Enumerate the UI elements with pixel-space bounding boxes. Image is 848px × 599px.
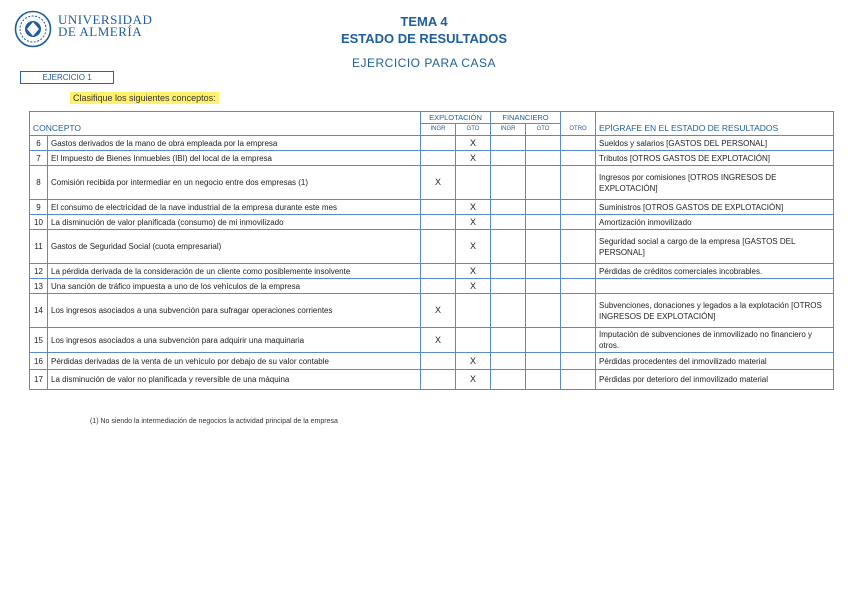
header-financiero: FINANCIERO: [491, 112, 561, 124]
row-otro: [561, 151, 596, 166]
tema-heading: TEMA 4: [400, 14, 448, 29]
row-exp-ingr: [421, 264, 456, 279]
row-otro: [561, 370, 596, 390]
row-epigrafe: Tributos [OTROS GASTOS DE EXPLOTACIÓN]: [596, 151, 834, 166]
row-fin-gto: [526, 151, 561, 166]
row-concepto: Los ingresos asociados a una subvención para sufragar operaciones corrientes: [48, 294, 421, 328]
table-row: [30, 294, 834, 328]
row-exp-ingr: [421, 279, 456, 294]
row-fin-gto: [526, 215, 561, 230]
row-exp-gto: X: [456, 151, 491, 166]
footnote: (1) No siendo la intermediación de negocios la actividad principal de la empresa: [90, 418, 338, 425]
row-fin-ingr: [491, 353, 526, 370]
row-fin-ingr: [491, 230, 526, 264]
row-number: 8: [30, 166, 48, 200]
row-exp-gto: [456, 294, 491, 328]
row-concepto: Una sanción de tráfico impuesta a uno de los vehículos de la empresa: [48, 279, 421, 294]
row-epigrafe: Suministros [OTROS GASTOS DE EXPLOTACIÓN]: [596, 200, 834, 215]
row-fin-gto: [526, 136, 561, 151]
table-row: [30, 200, 834, 215]
table-row: [30, 136, 834, 151]
page-title: ESTADO DE RESULTADOS: [340, 31, 508, 46]
row-exp-ingr: X: [421, 166, 456, 200]
table-row: [30, 166, 834, 200]
row-epigrafe: Subvenciones, donaciones y legados a la explotación [OTROS INGRESOS DE EXPLOTACIÓN]: [596, 294, 834, 328]
row-fin-ingr: [491, 264, 526, 279]
row-fin-gto: [526, 200, 561, 215]
concepts-table: [29, 111, 834, 390]
row-epigrafe: Pérdidas procedentes del inmovilizado material: [596, 353, 834, 370]
header-concepto: CONCEPTO: [30, 112, 421, 136]
row-fin-ingr: [491, 136, 526, 151]
row-epigrafe: Seguridad social a cargo de la empresa [GASTOS DEL PERSONAL]: [596, 230, 834, 264]
row-exp-gto: X: [456, 370, 491, 390]
instruction-text: Clasifique los siguientes conceptos:: [70, 92, 219, 104]
header-epigrafe: EPÍGRAFE EN EL ESTADO DE RESULTADOS: [596, 112, 834, 136]
row-exp-ingr: [421, 353, 456, 370]
row-concepto: Gastos derivados de la mano de obra empleada por la empresa: [48, 136, 421, 151]
row-otro: [561, 353, 596, 370]
row-concepto: Los ingresos asociados a una subvención para adquirir una maquinaria: [48, 328, 421, 353]
row-fin-gto: [526, 166, 561, 200]
row-fin-ingr: [491, 215, 526, 230]
row-number: 13: [30, 279, 48, 294]
row-exp-ingr: [421, 370, 456, 390]
page-subtitle: EJERCICIO PARA CASA: [352, 56, 496, 70]
row-fin-gto: [526, 353, 561, 370]
row-number: 11: [30, 230, 48, 264]
row-concepto: El Impuesto de Bienes Inmuebles (IBI) del local de la empresa: [48, 151, 421, 166]
row-epigrafe: [596, 279, 834, 294]
row-otro: [561, 136, 596, 151]
table-row: [30, 230, 834, 264]
row-concepto: El consumo de electricidad de la nave industrial de la empresa durante este mes: [48, 200, 421, 215]
logo-line-1: UNIVERSIDAD: [58, 12, 153, 27]
row-otro: [561, 230, 596, 264]
row-exp-gto: [456, 166, 491, 200]
row-number: 17: [30, 370, 48, 390]
table-row: [30, 279, 834, 294]
row-otro: [561, 215, 596, 230]
row-number: 6: [30, 136, 48, 151]
row-fin-gto: [526, 328, 561, 353]
row-epigrafe: Ingresos por comisiones [OTROS INGRESOS DE EXPLOTACIÓN]: [596, 166, 834, 200]
row-concepto: La disminución de valor planificada (consumo) de mi inmovilizado: [48, 215, 421, 230]
row-fin-ingr: [491, 279, 526, 294]
header-fin-gto: GTO: [526, 124, 561, 136]
row-concepto: Comisión recibida por intermediar en un negocio entre dos empresas (1): [48, 166, 421, 200]
table-row: [30, 328, 834, 353]
row-exp-ingr: X: [421, 328, 456, 353]
header-explotacion: EXPLOTACIÓN: [421, 112, 491, 124]
row-otro: [561, 264, 596, 279]
row-number: 14: [30, 294, 48, 328]
row-exp-gto: X: [456, 264, 491, 279]
row-otro: [561, 328, 596, 353]
row-epigrafe: Amortización inmovilizado: [596, 215, 834, 230]
row-concepto: La pérdida derivada de la consideración de un cliente como posiblemente insolvente: [48, 264, 421, 279]
row-number: 16: [30, 353, 48, 370]
row-fin-gto: [526, 279, 561, 294]
row-otro: [561, 166, 596, 200]
row-concepto: Gastos de Seguridad Social (cuota empresarial): [48, 230, 421, 264]
header-fin-ingr: INGR: [491, 124, 526, 136]
row-exp-gto: X: [456, 215, 491, 230]
table-row: [30, 370, 834, 390]
row-fin-ingr: [491, 166, 526, 200]
table-header-row-1: [30, 112, 834, 124]
row-epigrafe: Imputación de subvenciones de inmovilizado no financiero y otros.: [596, 328, 834, 353]
row-exp-gto: X: [456, 200, 491, 215]
row-number: 7: [30, 151, 48, 166]
table-row: [30, 264, 834, 279]
row-number: 9: [30, 200, 48, 215]
table-row: [30, 215, 834, 230]
row-exp-ingr: [421, 200, 456, 215]
row-number: 12: [30, 264, 48, 279]
row-fin-ingr: [491, 294, 526, 328]
row-fin-gto: [526, 230, 561, 264]
row-exp-gto: [456, 328, 491, 353]
ejercicio-label: EJERCICIO 1: [20, 71, 114, 84]
logo-line-2: DE ALMERÍA: [58, 24, 143, 39]
row-epigrafe: Pérdidas de créditos comerciales incobrables.: [596, 264, 834, 279]
row-exp-gto: X: [456, 353, 491, 370]
row-concepto: Pérdidas derivadas de la venta de un vehículo por debajo de su valor contable: [48, 353, 421, 370]
row-fin-ingr: [491, 370, 526, 390]
row-fin-gto: [526, 294, 561, 328]
row-otro: [561, 294, 596, 328]
table-row: [30, 151, 834, 166]
row-exp-ingr: [421, 215, 456, 230]
row-concepto: La disminución de valor no planificada y reversible de una máquina: [48, 370, 421, 390]
row-epigrafe: Pérdidas por deterioro del inmovilizado material: [596, 370, 834, 390]
row-fin-ingr: [491, 151, 526, 166]
row-exp-ingr: [421, 230, 456, 264]
row-fin-ingr: [491, 328, 526, 353]
row-exp-gto: X: [456, 279, 491, 294]
row-exp-gto: X: [456, 230, 491, 264]
row-epigrafe: Sueldos y salarios [GASTOS DEL PERSONAL]: [596, 136, 834, 151]
row-fin-gto: [526, 370, 561, 390]
row-number: 15: [30, 328, 48, 353]
row-otro: [561, 279, 596, 294]
row-otro: [561, 200, 596, 215]
row-exp-gto: X: [456, 136, 491, 151]
table-row: [30, 353, 834, 370]
row-exp-ingr: [421, 136, 456, 151]
row-fin-gto: [526, 264, 561, 279]
row-exp-ingr: X: [421, 294, 456, 328]
header-exp-ingr: INGR: [421, 124, 456, 136]
row-number: 10: [30, 215, 48, 230]
header-exp-gto: GTO: [456, 124, 491, 136]
row-exp-ingr: [421, 151, 456, 166]
row-fin-ingr: [491, 200, 526, 215]
header-otro: OTRO: [561, 112, 596, 136]
